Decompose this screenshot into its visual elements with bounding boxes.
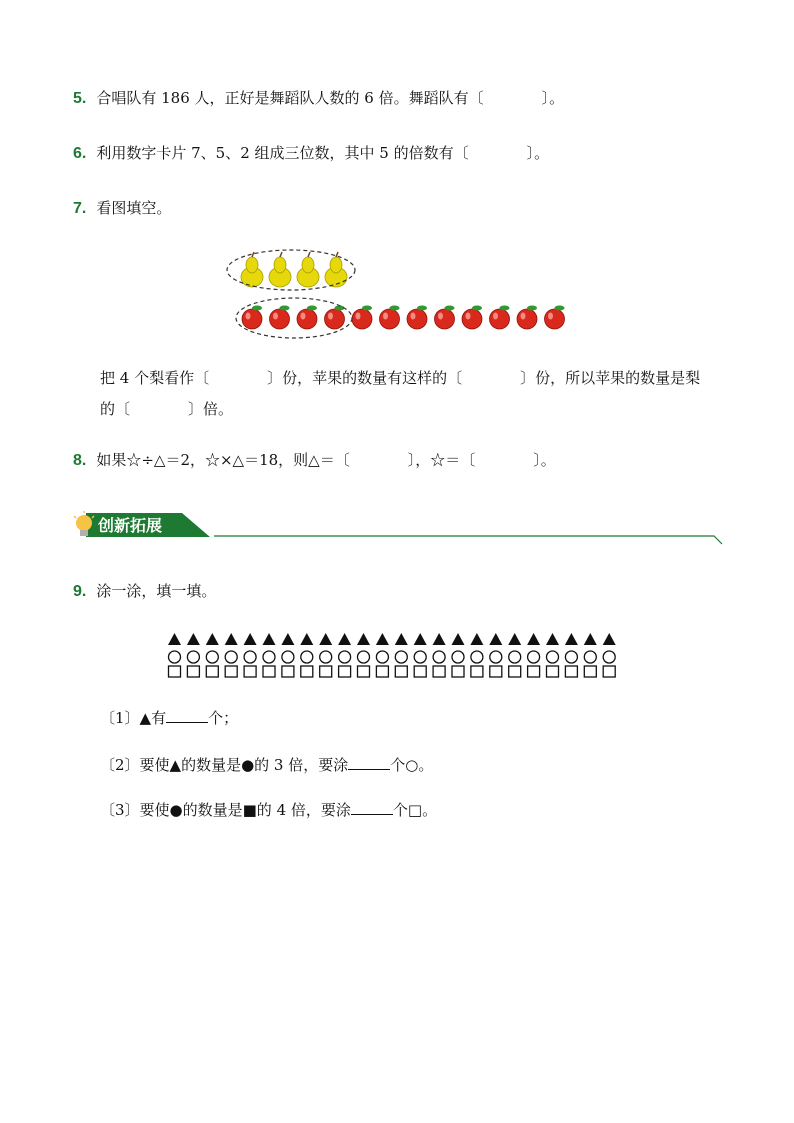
- question-text: 如果☆÷△＝2，☆×△＝18，则△＝〔: [96, 451, 350, 469]
- triangle-shape: [357, 633, 370, 645]
- circle-shape: [603, 651, 615, 663]
- triangle-shape: [338, 633, 351, 645]
- fruit-figure: [226, 248, 576, 340]
- triangle-shape: [414, 633, 427, 645]
- circle-shape: [433, 651, 445, 663]
- circle-shape: [528, 651, 540, 663]
- apple-icon: [242, 306, 262, 330]
- square-shape: [414, 666, 426, 677]
- square-shape: [263, 666, 275, 677]
- square-shape: [603, 666, 615, 677]
- circle-shape: [414, 651, 426, 663]
- square-shape: [206, 666, 218, 677]
- apple-icon: [297, 306, 317, 330]
- apple-icon: [325, 306, 345, 330]
- question-number: 8.: [73, 452, 87, 469]
- question-5: 5. 合唱队有 186 人，正好是舞蹈队人数的 6 倍。舞蹈队有〔 〕。: [73, 89, 565, 107]
- apple-row: [242, 306, 565, 330]
- triangle-shape: [489, 633, 502, 645]
- circle-shape: [282, 651, 294, 663]
- circle-shape: [471, 651, 483, 663]
- question-text: 涂一涂，填一填。: [96, 582, 217, 600]
- triangle-shape: [584, 633, 597, 645]
- question-6: 6. 利用数字卡片 7、5、2 组成三位数，其中 5 的倍数有〔 〕。: [73, 144, 550, 162]
- apple-icon: [352, 306, 372, 330]
- question-7-line-2: 的〔 〕倍。: [100, 400, 234, 418]
- triangle-shape: [433, 633, 446, 645]
- triangle-row: [168, 633, 616, 645]
- question-text: 合唱队有 186 人，正好是舞蹈队人数的 6 倍。舞蹈队有〔: [96, 89, 484, 107]
- square-shape: [490, 666, 502, 677]
- triangle-shape: [281, 633, 294, 645]
- pear-icon: [241, 252, 263, 287]
- circle-shape: [584, 651, 596, 663]
- circle-shape: [187, 651, 199, 663]
- triangle-shape: [168, 633, 181, 645]
- circle-shape: [301, 651, 313, 663]
- triangle-shape: [508, 633, 521, 645]
- square-shape: [282, 666, 294, 677]
- apple-icon: [407, 306, 427, 330]
- circle-shape: [358, 651, 370, 663]
- square-shape: [225, 666, 237, 677]
- question-9-part-3: 〔3〕要使●的数量是■的 4 倍，要涂 个□。: [100, 801, 438, 819]
- square-shape: [169, 666, 181, 677]
- circle-shape: [169, 651, 181, 663]
- square-shape: [395, 666, 407, 677]
- circle-shape: [452, 651, 464, 663]
- answer-blank[interactable]: [348, 755, 390, 770]
- square-shape: [584, 666, 596, 677]
- square-shape: [509, 666, 521, 677]
- question-9-part-1: 〔1〕▲有 个；: [100, 709, 239, 727]
- question-text: 利用数字卡片 7、5、2 组成三位数，其中 5 的倍数有〔: [96, 144, 469, 162]
- apple-icon: [462, 306, 482, 330]
- triangle-shape: [565, 633, 578, 645]
- square-shape: [358, 666, 370, 677]
- square-shape: [244, 666, 256, 677]
- square-shape: [452, 666, 464, 677]
- square-shape: [547, 666, 559, 677]
- triangle-shape: [452, 633, 465, 645]
- triangle-shape: [206, 633, 219, 645]
- square-row: [169, 666, 616, 677]
- circle-shape: [206, 651, 218, 663]
- circle-shape: [320, 651, 332, 663]
- square-shape: [320, 666, 332, 677]
- square-shape: [528, 666, 540, 677]
- triangle-shape: [527, 633, 540, 645]
- triangle-shape: [225, 633, 238, 645]
- question-9: [73, 581, 216, 602]
- question-number: 7.: [73, 200, 87, 217]
- section-divider: [214, 532, 726, 546]
- circle-shape: [565, 651, 577, 663]
- square-shape: [471, 666, 483, 677]
- question-number: 6.: [73, 145, 87, 162]
- apple-icon: [517, 306, 537, 330]
- circle-row: [169, 651, 616, 663]
- circle-shape: [376, 651, 388, 663]
- triangle-shape: [319, 633, 332, 645]
- section-banner: [72, 510, 214, 540]
- question-text: 看图填空。: [96, 199, 172, 217]
- square-shape: [565, 666, 577, 677]
- apple-icon: [490, 306, 510, 330]
- apple-icon: [380, 306, 400, 330]
- triangle-shape: [603, 633, 616, 645]
- section-title: 创新拓展: [98, 516, 163, 535]
- shape-figure[interactable]: [164, 630, 624, 680]
- apple-icon: [270, 306, 290, 330]
- circle-shape: [395, 651, 407, 663]
- circle-shape: [339, 651, 351, 663]
- apple-icon: [435, 306, 455, 330]
- triangle-shape: [263, 633, 276, 645]
- triangle-shape: [546, 633, 559, 645]
- question-7-line-1: 把 4 个梨看作〔 〕份，苹果的数量有这样的〔 〕份，所以苹果的数量是梨: [100, 369, 701, 387]
- circle-shape: [263, 651, 275, 663]
- triangle-shape: [376, 633, 389, 645]
- apple-icon: [545, 306, 565, 330]
- square-shape: [301, 666, 313, 677]
- question-7: [73, 198, 171, 219]
- question-9-part-2: 〔2〕要使▲的数量是●的 3 倍，要涂 个○。: [100, 756, 434, 774]
- question-8: 8. 如果☆÷△＝2，☆×△＝18，则△＝〔 〕，☆＝〔 〕。: [73, 451, 556, 469]
- circle-shape: [490, 651, 502, 663]
- question-number: 5.: [73, 90, 87, 107]
- question-number: 9.: [73, 583, 87, 600]
- square-shape: [433, 666, 445, 677]
- pear-icon: [269, 252, 291, 287]
- triangle-shape: [300, 633, 313, 645]
- square-shape: [187, 666, 199, 677]
- answer-blank[interactable]: [351, 800, 393, 815]
- triangle-shape: [187, 633, 200, 645]
- circle-shape: [225, 651, 237, 663]
- circle-shape: [244, 651, 256, 663]
- triangle-shape: [470, 633, 483, 645]
- square-shape: [339, 666, 351, 677]
- circle-shape: [509, 651, 521, 663]
- pear-icon: [297, 252, 319, 287]
- answer-blank[interactable]: [166, 708, 208, 723]
- circle-shape: [547, 651, 559, 663]
- square-shape: [376, 666, 388, 677]
- triangle-shape: [395, 633, 408, 645]
- pear-row: [241, 252, 347, 287]
- triangle-shape: [244, 633, 257, 645]
